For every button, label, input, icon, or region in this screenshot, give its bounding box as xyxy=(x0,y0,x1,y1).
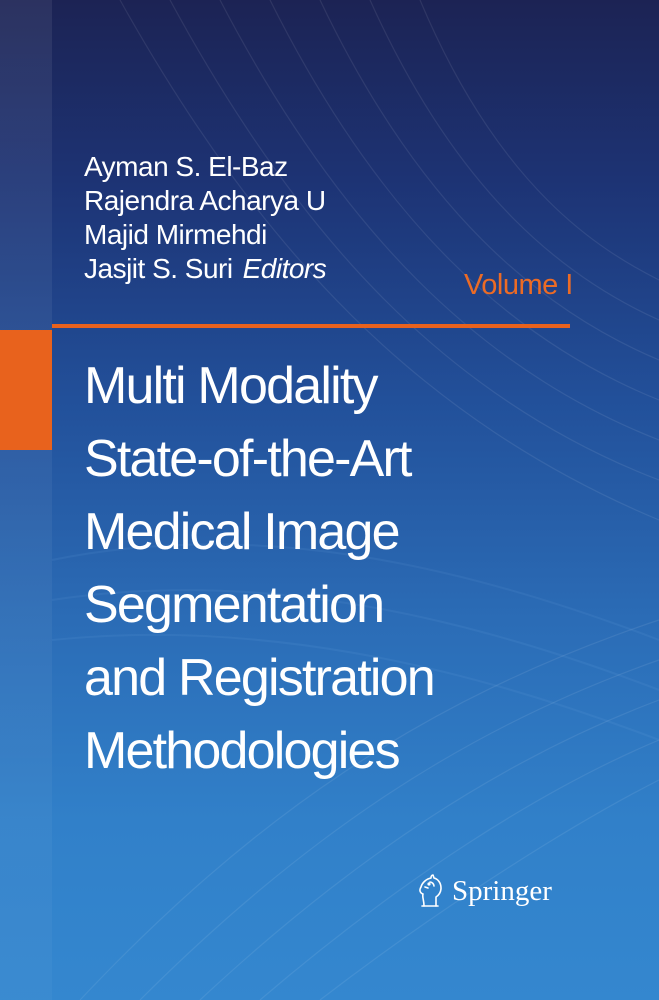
volume-label: Volume I xyxy=(464,269,573,301)
springer-knight-icon xyxy=(414,872,446,910)
editors-block xyxy=(84,150,326,286)
editor-name: Rajendra Acharya U xyxy=(84,185,326,216)
orange-accent-tab xyxy=(0,330,52,450)
editor-name: Ayman S. El-Baz xyxy=(84,151,288,182)
orange-divider-rule xyxy=(52,324,570,328)
editor-name-last-row xyxy=(84,252,326,286)
editor-name: Jasjit S. Suri xyxy=(84,253,233,284)
publisher-imprint xyxy=(414,872,552,910)
editors-role-label: Editors xyxy=(242,253,327,284)
title-line: State-of-the-Art xyxy=(84,430,411,488)
title-line: Multi Modality xyxy=(84,357,377,415)
title-line: and Registration xyxy=(84,649,434,707)
editor-name: Majid Mirmehdi xyxy=(84,219,267,250)
publisher-name: Springer xyxy=(452,875,552,907)
title-line: Medical Image xyxy=(84,503,399,561)
book-title xyxy=(84,350,644,788)
title-line: Segmentation xyxy=(84,576,384,634)
title-line: Methodologies xyxy=(84,722,399,780)
